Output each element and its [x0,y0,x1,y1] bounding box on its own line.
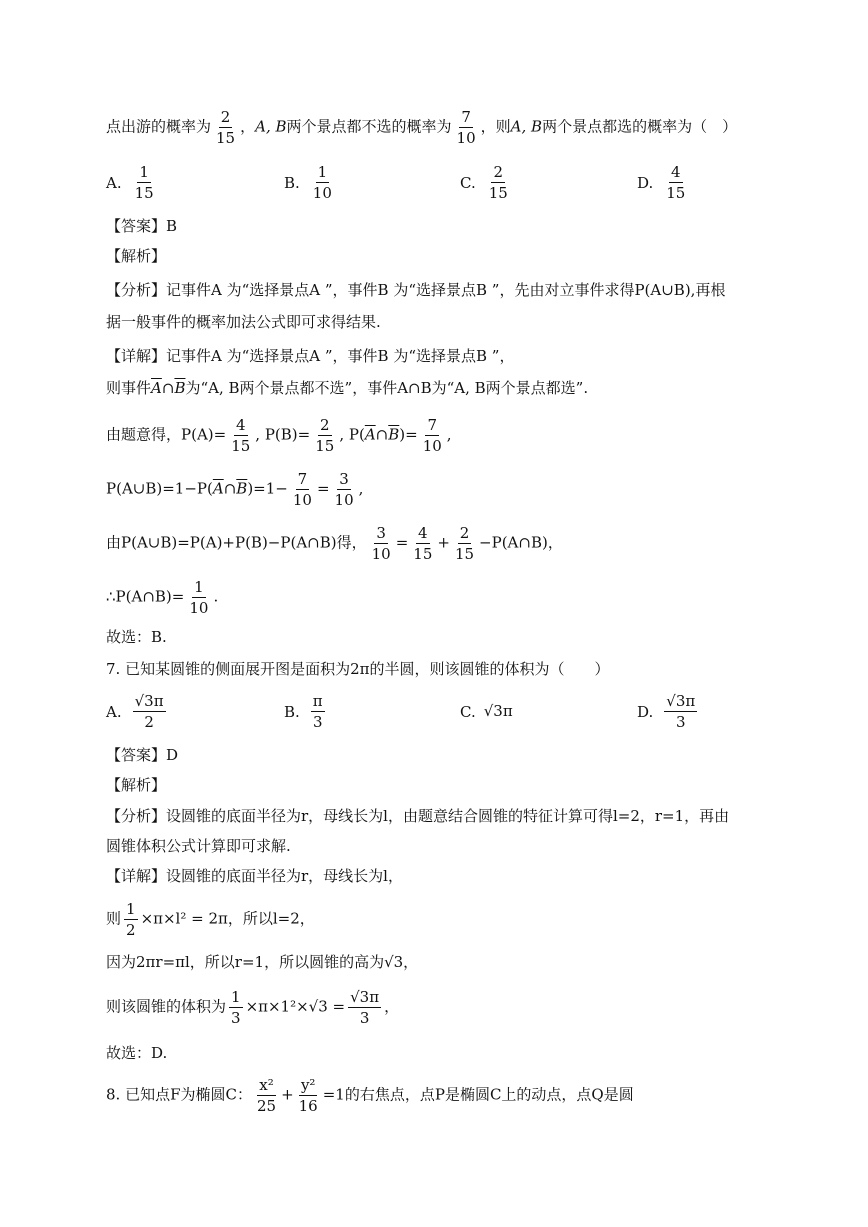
q6-equation-1: 由题意得，P(A)= $\frac{4}{15}$ , P(B)= $\frac{2}{15}$ , $P(\overline{A}\cap\overline{B})=$ $\frac{7}{10}$ , [106,416,452,455]
q7-detail-line-1: 【详解】设圆锥的底面半径为r，母线长为l， [106,867,403,885]
q7-selection: 故选：D. [106,1044,168,1062]
fraction: $\frac{7}{10}$ [456,108,476,147]
q6-option-b: B. $\frac{1}{10}$ [284,163,332,202]
q6-analysis-line-1: 【分析】记事件A 为“选择景点A ”，事件B 为“选择景点B ”，先由对立事件求得P(A∪B),再根 [106,281,726,299]
q6-selection: 故选：B. [106,628,167,646]
q6-detail-line-2: 则事件$\overline{A}\cap\overline{B}$为“A, B两个景点都不选”，事件A∩B为“A, B两个景点都选”. [106,379,589,397]
q7-analysis-line-1: 【分析】设圆锥的底面半径为r，母线长为l，由题意结合圆锥的特征计算可得l=2，r=1，再由 [106,807,730,825]
q7-answer: 【答案】D [106,746,179,764]
q6-stem-text: 点出游的概率为 [106,117,212,136]
q6-detail-line-1: 【详解】记事件A 为“选择景点A ”，事件B 为“选择景点B ”， [106,347,515,365]
q7-analysis-heading: 【解析】 [106,776,167,794]
q7-equation-2: 因为2πr=πl，所以r=1，所以圆锥的高为√3， [106,953,419,971]
q7-equation-3: 则该圆锥的体积为 $\frac{1}{3}$ ×π×1²×√3 = $\frac{√3\pi}{3}$ ， [106,988,400,1027]
q6-option-d: D. $\frac{4}{15}$ [637,163,686,202]
q6-analysis-line-2: 据一般事件的概率加法公式即可求得结果. [106,313,381,331]
q7-equation-1: 则 $\frac{1}{2}$ ×π×l² = 2π，所以l=2， [106,900,315,939]
q6-equation-4: ∴P(A∩B)= $\frac{1}{10}$ . [106,578,219,617]
q6-equation-3: 由P(A∪B)=P(A)+P(B)−P(A∩B)得， $\frac{3}{10}$ = $\frac{4}{15}$ + $\frac{2}{15}$ −P(A∩B)， [106,524,563,563]
q6-stem: 点出游的概率为 $\frac{2}{15}$ ，A, B两个景点都不选的概率为 $\frac{7}{10}$ ，则A, B两个景点都选的概率为（ ） [106,108,738,147]
q7-option-c: C. √3π [460,702,513,721]
q8-stem: 8. 已知点F为椭圆C： $\frac{\text{x²}}{25}$ + $\frac{\text{y²}}{16}$ =1的右焦点，点P是椭圆C上的动点，点Q是圆 [106,1076,634,1115]
q7-stem: 7. 已知某圆锥的侧面展开图是面积为2π的半圆，则该圆锥的体积为（ ） [106,660,610,678]
q7-analysis-line-2: 圆锥体积公式计算即可求解. [106,837,291,855]
q7-option-a: A. $\frac{√3\pi}{2}$ [106,692,164,731]
q6-option-c: C. $\frac{2}{15}$ [460,163,508,202]
q6-analysis-heading: 【解析】 [106,247,167,265]
q6-equation-2: $P(A\cup B)=1-P(\overline{A}\cap\overline{B})=1-$ $\frac{7}{10}$ = $\frac{3}{10}$ , [106,470,364,509]
q7-option-d: D. $\frac{√3\pi}{3}$ [637,692,696,731]
fraction: $\frac{2}{15}$ [216,108,236,147]
q7-option-b: B. $\frac{\pi}{3}$ [284,692,323,731]
q6-option-a: A. $\frac{1}{15}$ [106,163,154,202]
q6-answer: 【答案】B [106,217,178,235]
